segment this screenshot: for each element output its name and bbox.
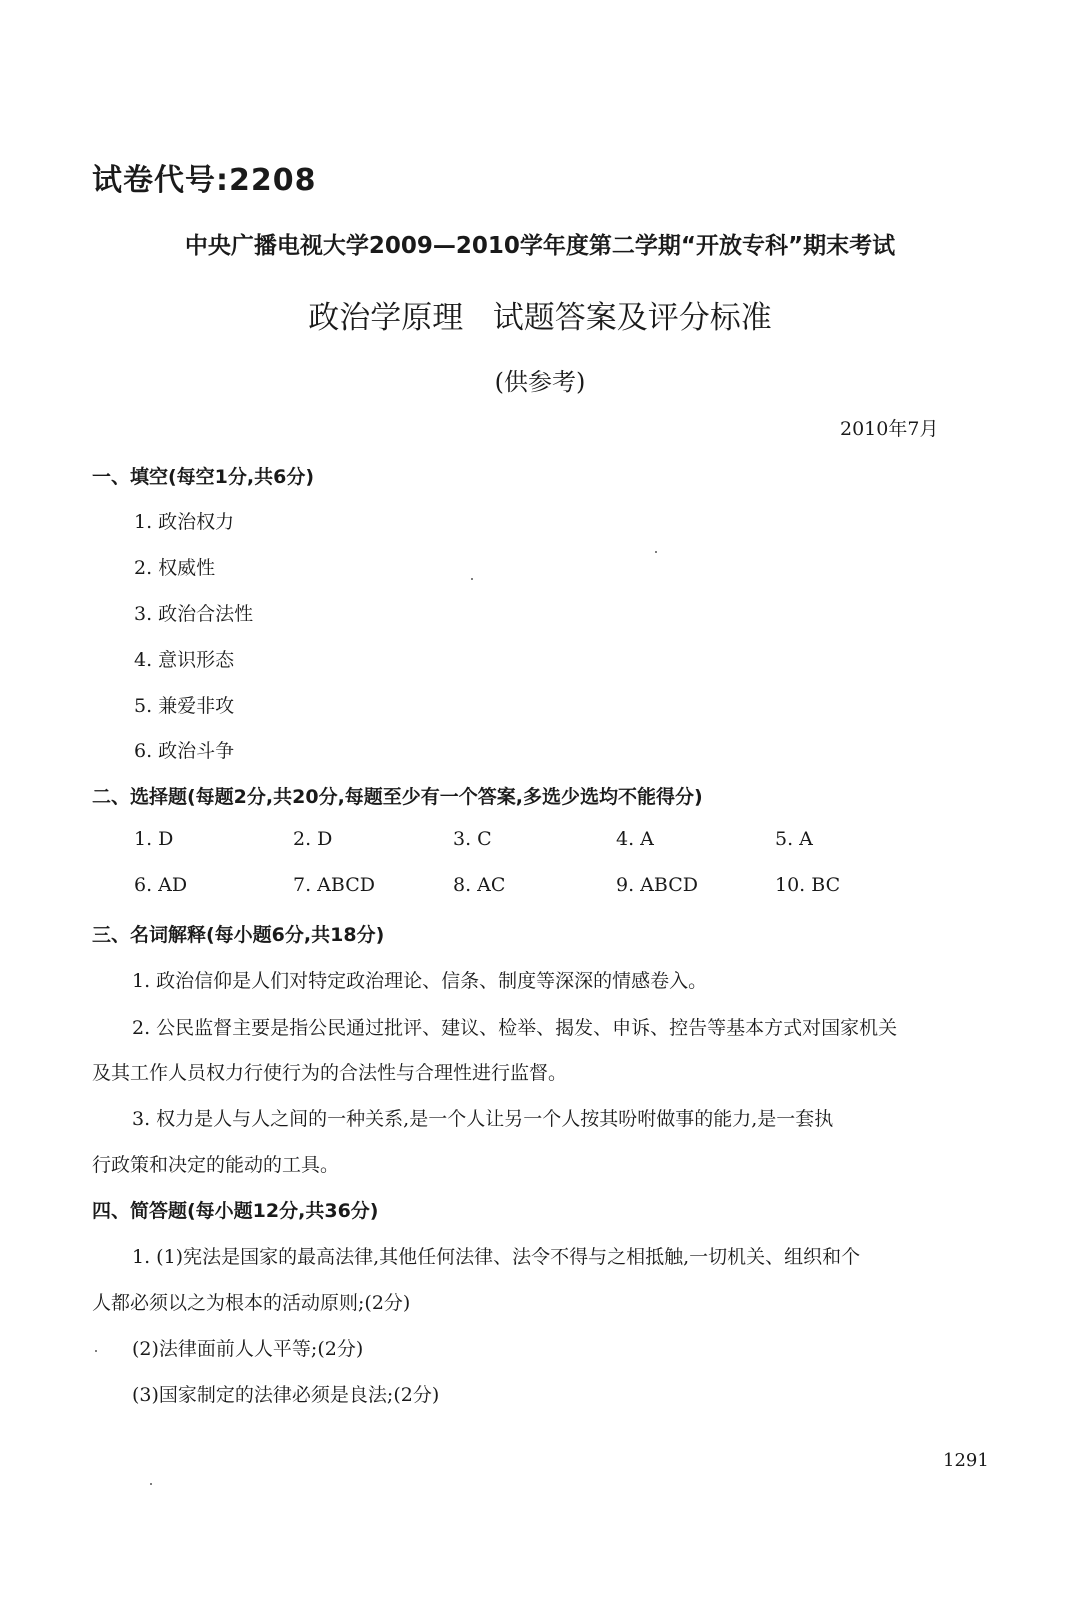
short-answer-paragraph-continuation: 人都必须以之为根本的活动原则;(2分) bbox=[92, 1292, 411, 1314]
short-answer-paragraph: (3)国家制定的法律必须是良法;(2分) bbox=[132, 1384, 440, 1406]
definition-paragraph-continuation: 行政策和决定的能动的工具。 bbox=[92, 1154, 340, 1176]
scan-speck bbox=[655, 551, 657, 553]
choice-answer: 8. AC bbox=[453, 874, 506, 896]
scan-speck bbox=[150, 1483, 152, 1485]
fill-item: 2. 权威性 bbox=[134, 557, 216, 579]
fill-item: 3. 政治合法性 bbox=[134, 603, 254, 625]
definition-paragraph-continuation: 及其工作人员权力行使行为的合法性与合理性进行监督。 bbox=[92, 1062, 568, 1084]
definition-paragraph: 2. 公民监督主要是指公民通过批评、建议、检举、揭发、申诉、控告等基本方式对国家机关 bbox=[132, 1017, 898, 1039]
fill-item: 5. 兼爱非攻 bbox=[134, 695, 235, 717]
short-answer-paragraph: (2)法律面前人人平等;(2分) bbox=[132, 1338, 364, 1360]
scan-speck bbox=[471, 578, 473, 580]
section-3-heading: 三、名词解释(每小题6分,共18分) bbox=[92, 924, 385, 946]
section-2-heading: 二、选择题(每题2分,共20分,每题至少有一个答案,多选少选均不能得分) bbox=[92, 786, 703, 808]
fill-item: 4. 意识形态 bbox=[134, 649, 235, 671]
document-title: 政治学原理 试题答案及评分标准 bbox=[308, 300, 772, 336]
fill-item: 6. 政治斗争 bbox=[134, 740, 235, 762]
reference-note: (供参考) bbox=[494, 368, 586, 396]
choice-answer: 5. A bbox=[775, 828, 813, 850]
choice-answer: 3. C bbox=[453, 828, 492, 850]
choice-answer: 4. A bbox=[616, 828, 654, 850]
section-4-heading: 四、简答题(每小题12分,共36分) bbox=[92, 1200, 379, 1222]
choice-answer: 2. D bbox=[293, 828, 333, 850]
scan-speck bbox=[95, 1350, 97, 1352]
section-1-heading: 一、填空(每空1分,共6分) bbox=[92, 466, 315, 488]
choice-answer: 10. BC bbox=[775, 874, 841, 896]
document-date: 2010年7月 bbox=[840, 418, 939, 440]
choice-answer: 6. AD bbox=[134, 874, 188, 896]
choice-answer: 7. ABCD bbox=[293, 874, 375, 896]
choice-answer: 9. ABCD bbox=[616, 874, 698, 896]
page-number: 1291 bbox=[943, 1450, 989, 1471]
definition-paragraph: 3. 权力是人与人之间的一种关系,是一个人让另一个人按其吩咐做事的能力,是一套执 bbox=[132, 1108, 834, 1130]
exam-header: 中央广播电视大学2009—2010学年度第二学期“开放专科”期末考试 bbox=[184, 233, 896, 259]
short-answer-paragraph: 1. (1)宪法是国家的最高法律,其他任何法律、法令不得与之相抵触,一切机关、组织和个 bbox=[132, 1246, 861, 1268]
choice-answer: 1. D bbox=[134, 828, 174, 850]
paper-code: 试卷代号:2208 bbox=[92, 163, 317, 198]
fill-item: 1. 政治权力 bbox=[134, 511, 235, 533]
definition-paragraph: 1. 政治信仰是人们对特定政治理论、信条、制度等深深的情感卷入。 bbox=[132, 970, 708, 992]
